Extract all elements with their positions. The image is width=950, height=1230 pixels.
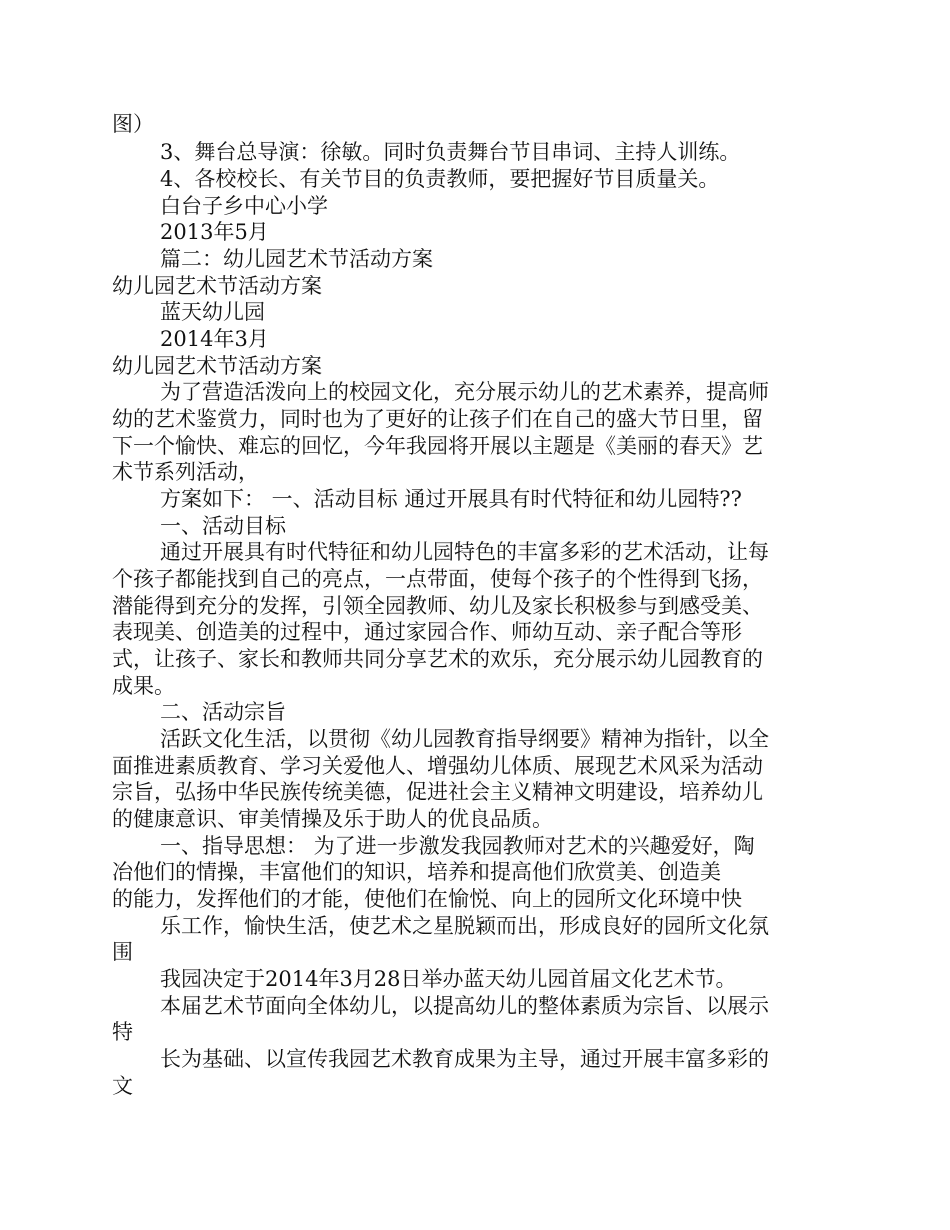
paragraph-line: 的能力，发挥他们的才能，使他们在愉悦、向上的园所文化环境中快 (112, 887, 742, 911)
paragraph-line: 的健康意识、审美情操及乐于助人的优良品质。 (112, 807, 553, 831)
paragraph-line: 成果。 (112, 674, 175, 698)
paragraph-line: 术节系列活动， (112, 460, 259, 484)
paragraph-line: 活跃文化生活，以贯彻《幼儿园教育指导纲要》精神为指针，以全 (160, 727, 769, 751)
paragraph-line: 围 (112, 940, 133, 964)
text-line: 3、舞台总导演：徐敏。同时负责舞台节目串词、主持人训练。 (160, 140, 741, 164)
paragraph-line: 特 (112, 1020, 133, 1044)
paragraph-line: 方案如下： 一、活动目标 通过开展具有时代特征和幼儿园特?? (160, 487, 742, 511)
paragraph-line: 为了营造活泼向上的校园文化，充分展示幼儿的艺术素养，提高师 (160, 380, 769, 404)
document-title: 幼儿园艺术节活动方案 (112, 354, 322, 378)
paragraph-line: 冶他们的情操，丰富他们的知识，培养和提高他们欣赏美、创造美 (112, 860, 721, 884)
text-line: 蓝天幼儿园 (160, 300, 265, 324)
paragraph-line: 下一个愉快、难忘的回忆，今年我园将开展以主题是《美丽的春天》艺 (112, 434, 763, 458)
paragraph-line: 宗旨，弘扬中华民族传统美德，促进社会主义精神文明建设，培养幼儿 (112, 780, 763, 804)
paragraph-line: 面推进素质教育、学习关爱他人、增强幼儿体质、展现艺术风采为活动 (112, 754, 763, 778)
section-heading: 一、活动目标 (160, 514, 286, 538)
paragraph-line: 文 (112, 1074, 133, 1098)
paragraph-line: 幼的艺术鉴赏力，同时也为了更好的让孩子们在自己的盛大节日里，留 (112, 407, 763, 431)
section-heading: 篇二：幼儿园艺术节活动方案 (160, 247, 433, 271)
paragraph-line: 通过开展具有时代特征和幼儿园特色的丰富多彩的艺术活动，让每 (160, 540, 769, 564)
paragraph-line: 本届艺术节面向全体幼儿，以提高幼儿的整体素质为宗旨、以展示 (160, 994, 769, 1018)
paragraph-line: 长为基础、以宣传我园艺术教育成果为主导，通过开展丰富多彩的 (160, 1047, 769, 1071)
paragraph-line: 潜能得到充分的发挥，引领全园教师、幼儿及家长积极参与到感受美、 (112, 594, 763, 618)
paragraph-line: 个孩子都能找到自己的亮点，一点带面，使每个孩子的个性得到飞扬， (112, 567, 763, 591)
text-line: 白台子乡中心小学 (160, 194, 328, 218)
paragraph-line: 表现美、创造美的过程中，通过家园合作、师幼互动、亲子配合等形 (112, 620, 742, 644)
text-line: 图） (112, 112, 154, 136)
section-heading: 二、活动宗旨 (160, 700, 286, 724)
date-line: 2013年5月 (160, 220, 269, 244)
paragraph-line: 我园决定于2014年3月28日举办蓝天幼儿园首届文化艺术节。 (160, 967, 737, 991)
paragraph-line: 乐工作，愉快生活，使艺术之星脱颖而出，形成良好的园所文化氛 (160, 914, 769, 938)
document-title: 幼儿园艺术节活动方案 (112, 274, 322, 298)
paragraph-line: 一、指导思想： 为了进一步激发我园教师对艺术的兴趣爱好，陶 (160, 834, 755, 858)
text-line: 4、各校校长、有关节目的负责教师，要把握好节目质量关。 (160, 167, 720, 191)
date-line: 2014年3月 (160, 327, 269, 351)
paragraph-line: 式，让孩子、家长和教师共同分享艺术的欢乐，充分展示幼儿园教育的 (112, 647, 763, 671)
